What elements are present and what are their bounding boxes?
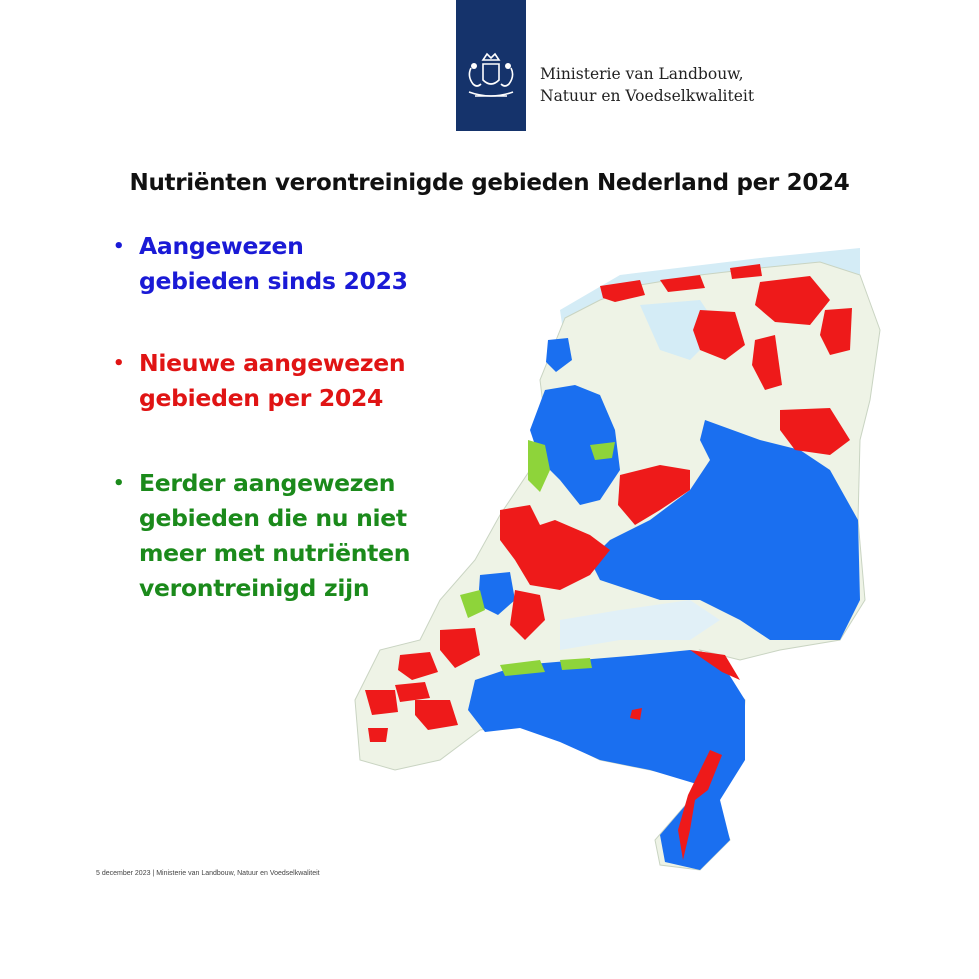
legend-bullet-icon: • [113, 353, 125, 374]
legend-item-designated-since-2023 [113, 229, 408, 299]
page-title: Nutriënten verontreinigde gebieden Nederland per 2024 [129, 170, 850, 196]
legend-list [113, 346, 405, 416]
legend-list [113, 466, 410, 606]
ministry-name-line1: Ministerie van Landbouw, [540, 65, 744, 83]
legend-bullet-icon: • [113, 236, 125, 257]
green-area [560, 658, 592, 670]
legend-item-new-designated-2024 [113, 346, 405, 416]
footer-text: 5 december 2023 | Ministerie van Landbouw, Natuur en Voedselkwaliteit [96, 870, 320, 877]
legend-item-line: gebieden per 2024 [139, 384, 384, 412]
ministry-name-line2: Natuur en Voedselkwaliteit [540, 87, 755, 105]
legend-item-line: verontreinigd zijn [139, 574, 370, 602]
red-area [368, 728, 388, 742]
legend-item-line: Eerder aangewezen [139, 469, 396, 497]
legend-item-line: meer met nutriënten [139, 539, 411, 567]
legend-item-line: Aangewezen [139, 232, 304, 260]
legend-item-previously-designated [113, 466, 410, 606]
blue-area-south [468, 650, 745, 870]
legend-item-line: Nieuwe aangewezen [139, 349, 406, 377]
legend-item-line: gebieden sinds 2023 [139, 267, 408, 295]
legend-list [113, 229, 408, 299]
legend-bullet-icon: • [113, 473, 125, 494]
legend-item-line: gebieden die nu niet [139, 504, 407, 532]
